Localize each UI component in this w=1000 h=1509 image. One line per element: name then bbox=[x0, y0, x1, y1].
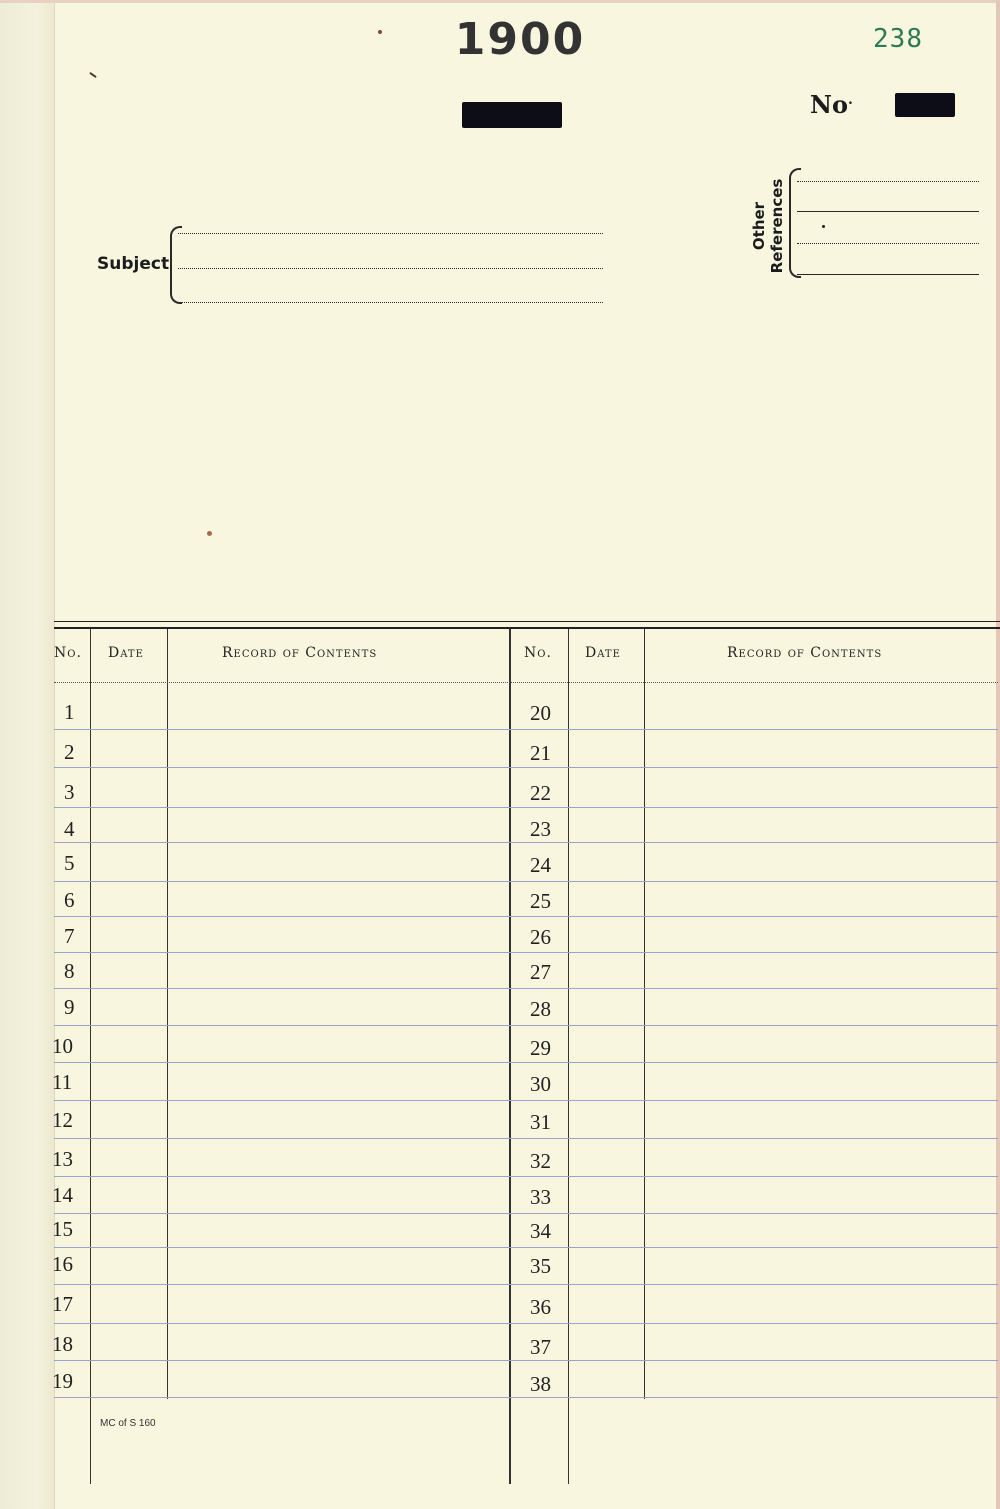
header-rule bbox=[54, 682, 998, 683]
row-number-right: 34 bbox=[530, 1219, 551, 1243]
redaction-block bbox=[895, 93, 955, 117]
column-divider bbox=[90, 629, 91, 1484]
paper-edge-top bbox=[0, 0, 1000, 3]
row-number-right: 21 bbox=[530, 741, 551, 765]
row-rule bbox=[54, 1062, 998, 1063]
other-references-line1: Other bbox=[750, 201, 768, 251]
row-number-left: 7 bbox=[64, 924, 75, 948]
row-number-right: 36 bbox=[530, 1295, 551, 1319]
header-date-left: Date bbox=[108, 645, 144, 661]
row-rule bbox=[54, 1025, 998, 1026]
header-contents-left: Record of Contents bbox=[222, 645, 378, 661]
row-number-left: 2 bbox=[64, 740, 75, 764]
paper-edge-right bbox=[996, 0, 1000, 1509]
other-reference-line[interactable] bbox=[797, 211, 979, 212]
row-rule bbox=[54, 988, 998, 989]
table-top-rule bbox=[54, 621, 1000, 622]
row-number-right: 32 bbox=[530, 1149, 551, 1173]
paper-speck bbox=[822, 225, 825, 228]
row-rule bbox=[54, 952, 998, 953]
header-contents-right: Record of Contents bbox=[727, 645, 883, 661]
table-top-rule bbox=[54, 627, 1000, 629]
header-date-right: Date bbox=[585, 645, 621, 661]
row-number-right: 27 bbox=[530, 960, 551, 984]
row-rule bbox=[54, 916, 998, 917]
row-number-right: 26 bbox=[530, 925, 551, 949]
row-rule bbox=[54, 729, 998, 730]
row-number-right: 28 bbox=[530, 997, 551, 1021]
subject-label: Subject bbox=[97, 254, 170, 274]
other-reference-line[interactable] bbox=[797, 243, 979, 244]
numero-label bbox=[810, 90, 853, 119]
row-number-right: 29 bbox=[530, 1036, 551, 1060]
row-rule bbox=[54, 1397, 998, 1398]
row-number-left: 16 bbox=[52, 1252, 73, 1276]
row-number-left: 17 bbox=[52, 1292, 73, 1316]
numero-text: No bbox=[810, 90, 848, 119]
row-number-left: 1 bbox=[64, 700, 75, 724]
row-number-right: 31 bbox=[530, 1110, 551, 1134]
row-number-left: 8 bbox=[64, 959, 75, 983]
row-number-right: 25 bbox=[530, 889, 551, 913]
row-rule bbox=[54, 842, 998, 843]
redaction-block bbox=[462, 102, 562, 128]
stamped-file-number: 238 bbox=[873, 24, 923, 54]
other-references-line2: References bbox=[768, 178, 786, 274]
header-no-left: No. bbox=[54, 645, 82, 661]
row-number-right: 38 bbox=[530, 1372, 551, 1396]
other-reference-line[interactable] bbox=[797, 274, 979, 275]
paper-speck bbox=[89, 72, 97, 78]
row-number-right: 33 bbox=[530, 1185, 551, 1209]
row-rule bbox=[54, 1323, 998, 1324]
row-rule bbox=[54, 1360, 998, 1361]
row-number-right: 24 bbox=[530, 853, 551, 877]
row-number-left: 3 bbox=[64, 780, 75, 804]
row-rule bbox=[54, 1100, 998, 1101]
row-number-left: 13 bbox=[52, 1147, 73, 1171]
year-heading: 1900 bbox=[454, 14, 586, 65]
row-rule bbox=[54, 1247, 998, 1248]
row-number-left: 18 bbox=[52, 1332, 73, 1356]
row-rule bbox=[54, 767, 998, 768]
subject-line[interactable] bbox=[178, 302, 603, 303]
row-number-left: 4 bbox=[64, 817, 75, 841]
row-rule bbox=[54, 881, 998, 882]
subject-line[interactable] bbox=[178, 268, 603, 269]
row-number-left: 15 bbox=[52, 1217, 73, 1241]
row-number-left: 6 bbox=[64, 888, 75, 912]
column-divider bbox=[568, 629, 569, 1484]
row-number-left: 12 bbox=[52, 1108, 73, 1132]
row-number-right: 22 bbox=[530, 781, 551, 805]
row-number-right: 37 bbox=[530, 1335, 551, 1359]
numero-suffix: . bbox=[847, 92, 853, 108]
column-divider bbox=[509, 629, 511, 1484]
row-number-right: 20 bbox=[530, 701, 551, 725]
row-number-left: 10 bbox=[52, 1034, 73, 1058]
other-references-brace bbox=[789, 168, 801, 278]
other-reference-line[interactable] bbox=[797, 181, 979, 182]
row-rule bbox=[54, 1176, 998, 1177]
header-no-right: No. bbox=[524, 645, 552, 661]
subject-brace bbox=[170, 226, 182, 304]
form-code: MC of S 160 bbox=[100, 1418, 156, 1429]
row-number-right: 30 bbox=[530, 1072, 551, 1096]
row-rule bbox=[54, 1138, 998, 1139]
binding-strip bbox=[0, 0, 55, 1509]
row-number-left: 14 bbox=[52, 1183, 73, 1207]
row-number-left: 11 bbox=[52, 1070, 73, 1094]
paper-speck bbox=[378, 30, 382, 34]
row-number-left: 19 bbox=[52, 1369, 73, 1393]
row-rule bbox=[54, 1284, 998, 1285]
row-number-right: 35 bbox=[530, 1254, 551, 1278]
subject-line[interactable] bbox=[178, 233, 603, 234]
row-number-left: 9 bbox=[64, 995, 75, 1019]
paper-speck bbox=[207, 531, 212, 536]
other-references-label bbox=[750, 161, 786, 291]
row-rule bbox=[54, 807, 998, 808]
row-number-right: 23 bbox=[530, 817, 551, 841]
row-rule bbox=[54, 1213, 998, 1214]
row-number-left: 5 bbox=[64, 851, 75, 875]
